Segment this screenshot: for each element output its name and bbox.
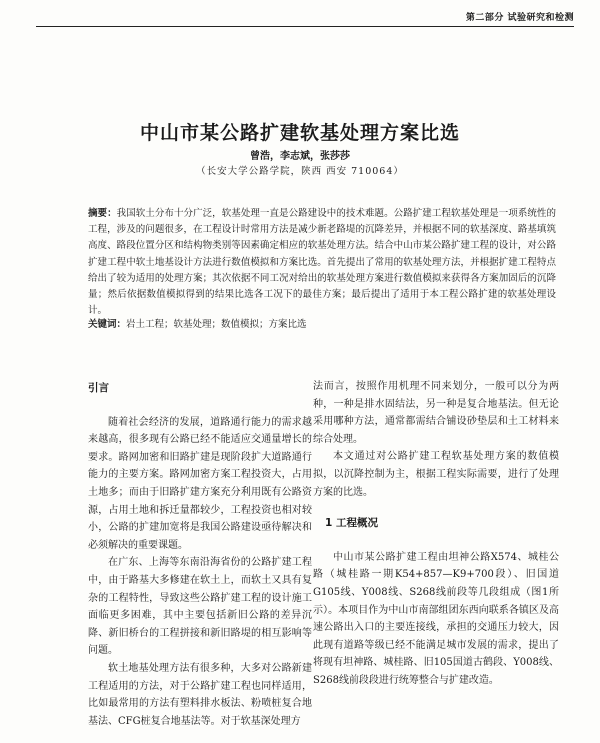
keywords-text: 岩土工程；软基处理；数值模拟；方案比选 [126,319,307,330]
section-1-paragraph: 中山市某公路扩建工程由坦神公路X574、城桂公路（城桂路一期K54+857—K9+700段）、旧国道G105线、Y008线、S268线前段等几段组成（图1所示）。本项目作为中山市南部组团东西向联系各镇区及高速公路出入口的主要连接线，承担的交通压力较大，因此现有道路等级已经不能满足城市发展的需求，提出了将现有坦神路、城桂路、旧105国道古鹤段、Y008线、S268线前段段进行统筹整合与扩建改造。 [313,551,559,686]
abstract-text: 我国软土分布十分广泛，软基处理一直是公路建设中的技术难题。公路扩建工程软基处理是一项系统性的工程，涉及的问题很多，在工程设计时常用方法是减少新老路堤的沉降差异，并根据不同的软基深度、路基填筑高度、路段位置分区和结构物类别等因素确定相应的软基处理方法。结合中山市某公路扩建工程的设计，对公路扩建工程中软土地基设计方法进行数值模拟和方案比选。首先提出了常用的软基处理方法，并根据扩建工程特点给出了较为适用的处理方案；其次依据不同工况对给出的软基处理方案进行数值模拟来获得各方案加固后的沉降量；然后依据数值模拟得到的结果比选各工况下的最佳方案；最后提出了适用于本工程公路扩建的软基处理设计。 [88,208,556,317]
paper-title: 中山市某公路扩建软基处理方案比选 [139,122,460,144]
running-head: 第二部分 试验研究和检测 [465,13,574,23]
keywords-label: 关键词： [88,319,127,330]
left-column [88,378,312,730]
abstract [88,206,556,319]
intro-heading: 引言 [88,382,109,394]
intro-paragraph-1: 随着社会经济的发展，道路通行能力的需求越来越高，很多现有公路已经不能适应交通量增长的要求。路网加密和旧路扩建是现阶段扩大道路通行能力的主要方案。路网加密方案工程投资大，占用土地多；而由于旧路扩建方案充分利用既有公路资源，占用土地和拆迁量都较少，工程投资也相对较小，公路的扩建加宽将是我国公路建设亟待解决和必须解决的重要课题。 [88,416,312,551]
right-column [313,378,559,690]
intro-paragraph-2: 在广东、上海等东南沿海省份的公路扩建工程中，由于路基大多修建在软土上，而软土又具有复杂的工程特性，导致这些公路扩建工程的设计施工面临更多困难，其中主要包括新旧公路的差异沉降、新旧桥台的工程拼接和新旧路堤的相互影响等问题。 [88,557,312,657]
paper-affiliation: （长安大学公路学院，陕西 西安 710064） [196,166,404,177]
intro-paragraph-3-continued: 法而言，按照作用机理不同来划分，一般可以分为两种，一种是排水固结法，另一种是复合地基法。但无论采用哪种方法，通常都需结合铺设砂垫层和土工材料来综合处理。 [313,381,559,445]
abstract-label: 摘要： [88,208,117,219]
intro-paragraph-3: 软土地基处理方法有很多种，大多对公路新建工程适用的方法，对于公路扩建工程也同样适用，比如最常用的方法有塑料排水板法、粉喷桩复合地基法、CFG桩复合地基法等。对于软基深处理方 [88,662,312,727]
paper-authors: 曾浩，李志斌，张莎莎 [250,151,350,162]
header-rule [36,26,574,27]
keywords [88,317,556,333]
section-1-heading: 1 工程概况 [325,517,378,530]
intro-paragraph-4: 本文通过对公路扩建工程软基处理方案的数值模拟，以沉降控制为主，根据工程实际需要，进行了处理方案的比选。 [313,451,559,498]
